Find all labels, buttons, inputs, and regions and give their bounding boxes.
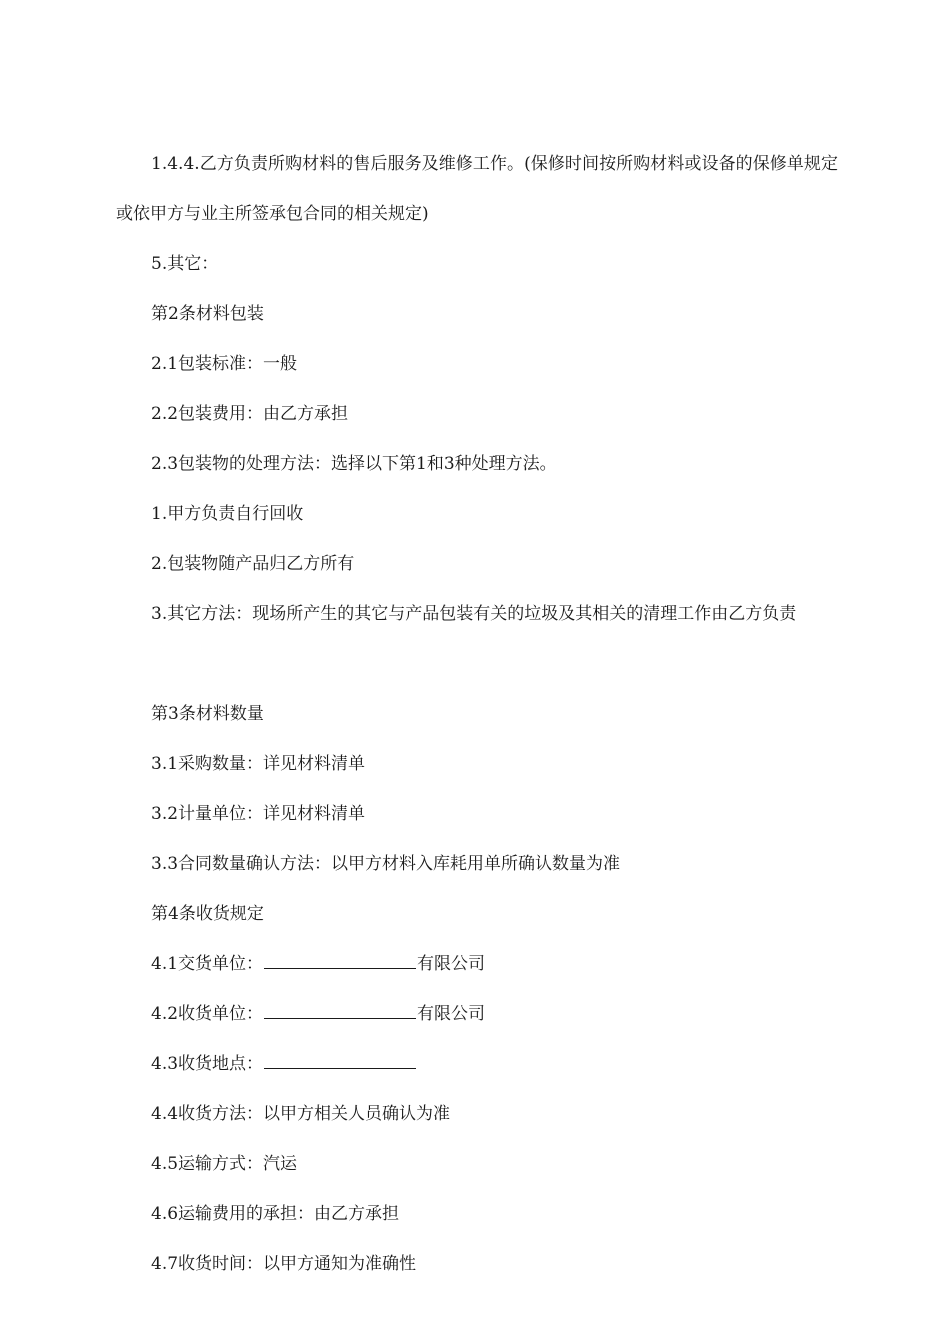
paragraph-transport-mode: 4.5运输方式：汽运 — [151, 1154, 298, 1174]
paragraph-receiving-time: 4.7收货时间：以甲方通知为准确性 — [151, 1254, 417, 1274]
blank-receiving-location[interactable] — [264, 1052, 416, 1069]
paragraph-disposal-option-3: 3.其它方法：现场所产生的其它与产品包装有关的垃圾及其相关的清理工作由乙方负责 — [151, 604, 797, 624]
section-heading-packaging: 第2条材料包装 — [151, 304, 264, 324]
paragraph-receiving-location — [151, 1039, 838, 1089]
section-heading-receiving: 第4条收货规定 — [151, 904, 264, 924]
paragraph-packaging-cost: 2.2包装费用：由乙方承担 — [151, 404, 349, 424]
field-label-receiving-location: 4.3收货地点： — [151, 1054, 264, 1074]
paragraph-receiving-method: 4.4收货方法：以甲方相关人员确认为准 — [151, 1104, 451, 1124]
paragraph-disposal-option-1: 1.甲方负责自行回收 — [151, 504, 304, 524]
paragraph-measurement-unit: 3.2计量单位：详见材料清单 — [151, 804, 366, 824]
paragraph-warranty: 1.4.4.乙方负责所购材料的售后服务及维修工作。(保修时间按所购材料或设备的保修单规定或依甲方与业主所签承包合同的相关规定) — [116, 154, 838, 224]
blank-receiving-unit[interactable] — [264, 1002, 416, 1019]
section-heading-quantity: 第3条材料数量 — [151, 704, 264, 724]
paragraph-other: 5.其它： — [151, 254, 219, 274]
field-suffix-delivery-unit: 有限公司 — [417, 954, 486, 974]
paragraph-purchase-quantity: 3.1采购数量：详见材料清单 — [151, 754, 366, 774]
paragraph-quantity-confirmation: 3.3合同数量确认方法：以甲方材料入库耗用单所确认数量为准 — [151, 854, 621, 874]
field-label-delivery-unit: 4.1交货单位： — [151, 954, 264, 974]
paragraph-delivery-unit — [151, 939, 838, 989]
blank-delivery-unit[interactable] — [264, 952, 416, 969]
paragraph-disposal-option-2: 2.包装物随产品归乙方所有 — [151, 554, 355, 574]
paragraph-packaging-standard: 2.1包装标准：一般 — [151, 354, 298, 374]
field-label-receiving-unit: 4.2收货单位： — [151, 1004, 264, 1024]
paragraph-packaging-disposal: 2.3包装物的处理方法：选择以下第1和3种处理方法。 — [151, 454, 557, 474]
paragraph-transport-cost: 4.6运输费用的承担：由乙方承担 — [151, 1204, 400, 1224]
field-suffix-receiving-unit: 有限公司 — [417, 1004, 486, 1024]
paragraph-receiving-unit — [151, 989, 838, 1039]
